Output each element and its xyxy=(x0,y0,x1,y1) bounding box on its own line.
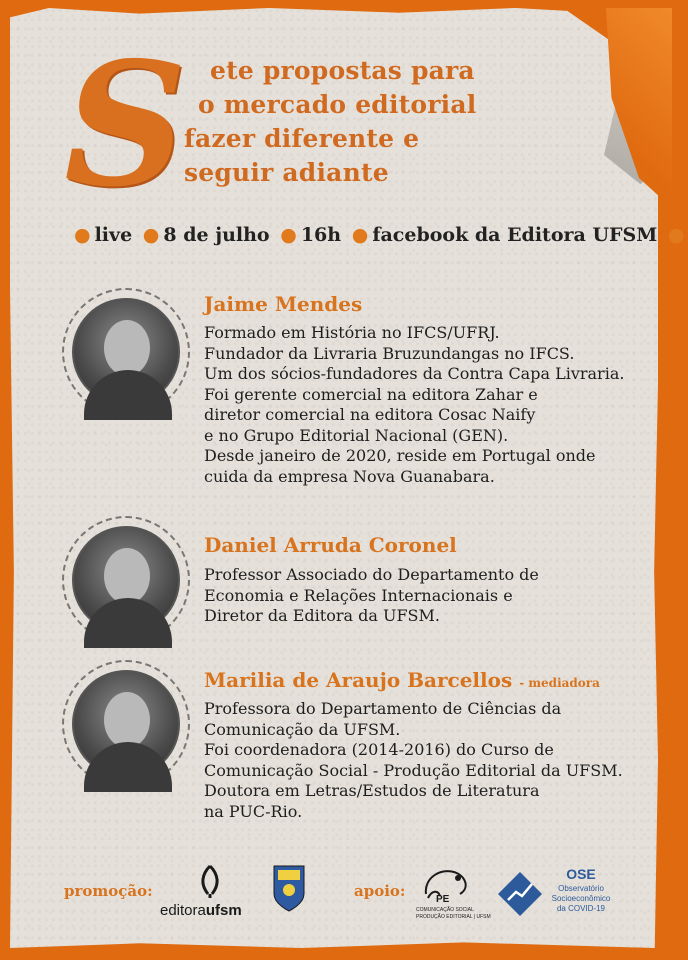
title-line-1: ete propostas para xyxy=(210,56,475,85)
title-initial: S xyxy=(64,25,187,225)
event-time: 16h xyxy=(300,224,342,246)
event-format: live xyxy=(94,224,133,246)
bio-line: Desde janeiro de 2020, reside em Portugal onde xyxy=(204,446,596,465)
speaker-name-jaime: Jaime Mendes xyxy=(204,292,363,316)
bio-line: Professora do Departamento de Ciências da xyxy=(204,699,562,718)
bullet-icon: ● xyxy=(667,224,685,246)
event-info-bar xyxy=(70,224,685,246)
bio-line: diretor comercial na editora Cosac Naify xyxy=(204,405,536,424)
face-shape xyxy=(104,692,150,748)
bio-line: Comunicação da UFSM. xyxy=(204,719,401,739)
title-line-3: fazer diferente e xyxy=(184,124,420,153)
face-shape xyxy=(104,320,150,376)
shoulders-shape xyxy=(84,742,172,792)
bio-line: Foi gerente comercial na editora Zahar e xyxy=(204,384,538,404)
title-line-4: seguir adiante xyxy=(184,158,389,187)
speaker-name-text: Marilia de Araujo Barcellos xyxy=(204,668,513,692)
ose-line-2: Socioeconômico xyxy=(551,894,611,903)
diamond-chart-icon xyxy=(496,870,544,918)
ufsm-logo-text: ufsm xyxy=(205,902,242,919)
promocao-label: promoção: xyxy=(64,882,153,900)
quill-icon xyxy=(190,864,230,898)
ufsm-shield-logo xyxy=(272,864,306,912)
speaker-name-daniel: Daniel Arruda Coronel xyxy=(204,533,457,557)
speaker-bio-marilia xyxy=(204,699,623,822)
bio-line: Diretor da Editora da UFSM. xyxy=(204,606,440,625)
apoio-label: apoio: xyxy=(354,882,406,900)
speaker-bio-jaime xyxy=(204,323,624,487)
editora-ufsm-logo xyxy=(160,864,258,920)
bio-line: cuida da empresa Nova Guanabara. xyxy=(204,466,495,486)
bio-line: Formado em História no IFCS/UFRJ. xyxy=(204,323,500,342)
bullet-icon: ● xyxy=(351,224,369,246)
event-venue: facebook da Editora UFSM xyxy=(372,224,658,246)
bio-line: Fundador da Livraria Bruzundangas no IFCS. xyxy=(204,343,575,363)
bullet-icon: ● xyxy=(74,224,91,246)
editora-logo-text: editora xyxy=(160,902,206,919)
speaker-role: - mediadora xyxy=(519,676,600,690)
bio-line: Doutora em Letras/Estudos de Literatura xyxy=(204,781,540,800)
pe-logo xyxy=(416,864,491,924)
bio-line: e no Grupo Editorial Nacional (GEN). xyxy=(204,425,509,445)
bio-line: Comunicação Social - Produção Editorial da UFSM. xyxy=(204,760,623,780)
speaker-bio-daniel xyxy=(204,565,539,627)
shoulders-shape xyxy=(84,598,172,648)
ose-logo xyxy=(496,866,616,926)
ose-line-1: Observatório xyxy=(558,884,604,893)
shoulders-shape xyxy=(84,370,172,420)
ose-line-3: da COVID-19 xyxy=(556,904,606,913)
bio-line: na PUC-Rio. xyxy=(204,801,303,821)
bio-line: Professor Associado do Departamento de xyxy=(204,565,539,584)
bio-line: Um dos sócios-fundadores da Contra Capa Livraria. xyxy=(204,364,625,383)
pe-logo-text: PE xyxy=(436,894,450,905)
bio-line: Foi coordenadora (2014-2016) do Curso de xyxy=(204,740,554,759)
speaker-name-marilia xyxy=(204,668,600,692)
bullet-icon: ● xyxy=(280,224,297,246)
title-line-2: o mercado editorial xyxy=(198,90,477,119)
bullet-icon: ● xyxy=(142,224,160,246)
speaker-photo-jaime xyxy=(72,298,180,406)
bio-line: Economia e Relações Internacionais e xyxy=(204,585,513,605)
speaker-photo-daniel xyxy=(72,526,180,634)
pe-sub-1: COMUNICAÇÃO SOCIAL xyxy=(416,907,474,913)
shield-icon xyxy=(272,864,306,912)
ose-title: OSE xyxy=(566,866,596,882)
speaker-photo-marilia xyxy=(72,670,180,778)
face-shape xyxy=(104,548,150,604)
event-date: 8 de julho xyxy=(163,224,270,246)
footer-logos xyxy=(0,860,678,940)
pe-sub-2: PRODUÇÃO EDITORIAL | UFSM xyxy=(416,914,491,920)
